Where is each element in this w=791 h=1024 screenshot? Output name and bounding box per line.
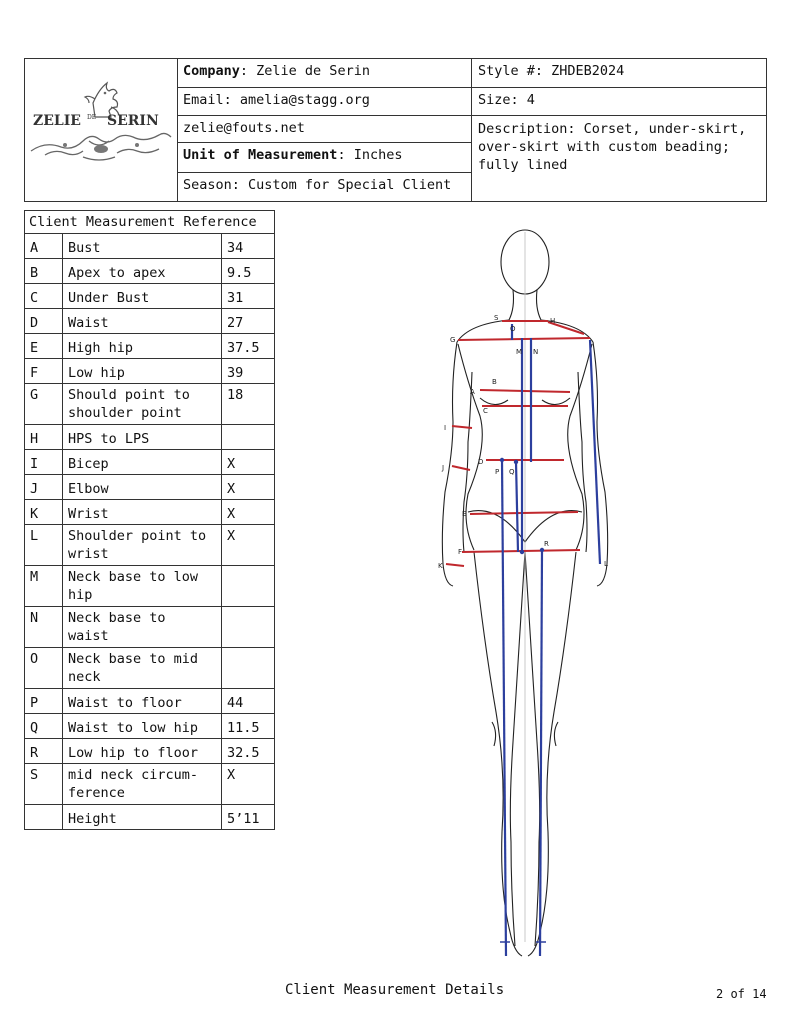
table-row: [25, 259, 275, 284]
description-line: Description: Corset, under-skirt,: [478, 121, 747, 137]
measurement-key: P: [25, 689, 63, 714]
measurement-key: O: [25, 648, 63, 689]
measurement-name: [63, 607, 222, 648]
measurement-value: 31: [222, 284, 275, 309]
measurement-name-line: waist: [68, 628, 109, 644]
table-row: [25, 500, 275, 525]
measurement-name: [63, 525, 222, 566]
measurement-key: B: [25, 259, 63, 284]
measurement-key: J: [25, 475, 63, 500]
measurement-value: 34: [222, 234, 275, 259]
footer-title: Client Measurement Details: [285, 982, 505, 998]
size-cell: Size: 4: [478, 92, 535, 108]
header-divider: [471, 59, 472, 201]
company-cell: [178, 59, 472, 87]
figure-label: D: [478, 458, 484, 466]
figure-label: A: [470, 388, 475, 396]
measurement-key: R: [25, 739, 63, 764]
croquis-figure: [430, 222, 620, 962]
measurement-value: [222, 648, 275, 689]
measurement-value: [222, 607, 275, 648]
table-row: [25, 566, 275, 607]
measurement-key: M: [25, 566, 63, 607]
header-divider: [177, 115, 766, 116]
measurement-name: [63, 309, 222, 334]
table-row: [25, 234, 275, 259]
measurement-value: 18: [222, 384, 275, 425]
measurement-name-line: wrist: [68, 546, 109, 562]
unit-value: : Inches: [337, 147, 403, 163]
measurement-name: [63, 500, 222, 525]
table-row: [25, 648, 275, 689]
measurement-name-line: ference: [68, 785, 125, 801]
measurement-value: [222, 425, 275, 450]
measurement-key: L: [25, 525, 63, 566]
measurement-key: Q: [25, 714, 63, 739]
figure-label: N: [533, 348, 539, 356]
measurement-value: 44: [222, 689, 275, 714]
table-row: [25, 764, 275, 805]
measurement-key: A: [25, 234, 63, 259]
table-row: [25, 450, 275, 475]
figure-label: I: [444, 424, 447, 432]
measurement-key: N: [25, 607, 63, 648]
measurement-name-line: Waist: [68, 315, 109, 331]
measurement-name-line: Waist to low hip: [68, 720, 199, 736]
measurement-name-line: Shoulder point to: [68, 528, 207, 544]
table-row: [25, 607, 275, 648]
measurement-name: [63, 739, 222, 764]
measurement-value: X: [222, 450, 275, 475]
email-cell: Email: amelia@stagg.org: [183, 92, 370, 108]
measurement-value: 5’11: [222, 805, 275, 830]
measurement-name-line: Neck base to low: [68, 569, 199, 585]
measure-line-a: [480, 390, 570, 392]
measurement-value: X: [222, 764, 275, 805]
header-divider: [177, 172, 471, 173]
measurement-name-line: Low hip: [68, 365, 125, 381]
table-row: [25, 384, 275, 425]
unit-cell: [178, 143, 472, 171]
measurement-key: H: [25, 425, 63, 450]
measurement-key: C: [25, 284, 63, 309]
table-row: [25, 425, 275, 450]
table-row: [25, 525, 275, 566]
figure-label: H: [550, 317, 556, 325]
measure-line-k: [446, 564, 464, 566]
measurement-name: [63, 648, 222, 689]
measurement-name-line: Low hip to floor: [68, 745, 199, 761]
header-divider: [177, 142, 471, 143]
description-cell: [473, 116, 767, 196]
figure-label: J: [442, 464, 445, 472]
svg-text:DE: DE: [87, 114, 97, 121]
measurement-name: [63, 259, 222, 284]
measurement-name: [63, 566, 222, 607]
unit-label: Unit of Measurement: [183, 147, 338, 163]
measurement-name-line: Wrist: [68, 506, 109, 522]
figure-label: R: [544, 540, 549, 548]
figure-label: B: [492, 378, 497, 386]
measurement-name-line: Neck base to mid: [68, 651, 199, 667]
header-divider: [177, 87, 766, 88]
logo-cell: [25, 59, 178, 201]
season-cell: Season: Custom for Special Client: [183, 177, 452, 193]
measurement-name-line: mid neck circum-: [68, 767, 199, 783]
measurement-name: [63, 234, 222, 259]
measurement-key: [25, 805, 63, 830]
measurement-name: [63, 805, 222, 830]
brand-logo: [25, 59, 177, 201]
measurement-name: [63, 425, 222, 450]
table-row: [25, 334, 275, 359]
email2-cell: zelie@fouts.net: [183, 120, 305, 136]
measure-line-r: [540, 550, 542, 956]
measurement-table: [24, 210, 275, 830]
measurement-name-line: Waist to floor: [68, 695, 182, 711]
page-number: 2 of 14: [716, 987, 767, 1001]
table-body: [25, 234, 275, 830]
measurement-name-line: shoulder point: [68, 405, 182, 421]
measurement-value: 9.5: [222, 259, 275, 284]
table-row: [25, 805, 275, 830]
figure-label: O: [510, 325, 516, 333]
measurement-name-line: Bicep: [68, 456, 109, 472]
svg-text:ZELIE: ZELIE: [33, 113, 81, 129]
description-line: fully lined: [478, 157, 568, 173]
measurement-name-line: Elbow: [68, 481, 109, 497]
measurement-name: [63, 714, 222, 739]
table-row: [25, 309, 275, 334]
measurement-value: [222, 566, 275, 607]
table-row: [25, 739, 275, 764]
figure-label: Q: [509, 468, 515, 476]
measurement-name-line: Bust: [68, 240, 101, 256]
measurement-value: 27: [222, 309, 275, 334]
figure-label: P: [495, 468, 500, 476]
figure-label: L: [604, 560, 608, 568]
measurement-value: 11.5: [222, 714, 275, 739]
measurement-key: F: [25, 359, 63, 384]
measurement-name-line: hip: [68, 587, 93, 603]
company-value: : Zelie de Serin: [239, 63, 370, 79]
measurement-value: X: [222, 500, 275, 525]
measurement-value: X: [222, 475, 275, 500]
measurement-value: 37.5: [222, 334, 275, 359]
measurement-name: [63, 334, 222, 359]
description-line: over-skirt with custom beading;: [478, 139, 730, 155]
figure-label: E: [462, 510, 467, 518]
measurement-name: [63, 450, 222, 475]
figure-label: S: [494, 314, 499, 322]
measurement-name-line: neck: [68, 669, 101, 685]
figure-label: C: [483, 407, 488, 415]
measurement-name-line: Neck base to: [68, 610, 166, 626]
company-label: Company: [183, 63, 240, 79]
measurement-name: [63, 475, 222, 500]
header-table: [24, 58, 767, 202]
measurement-name: [63, 689, 222, 714]
measure-line-g: [458, 338, 590, 340]
measurement-value: 32.5: [222, 739, 275, 764]
measurement-key: K: [25, 500, 63, 525]
measurement-name-line: Should point to: [68, 387, 190, 403]
measurement-name-line: Height: [68, 811, 117, 827]
measurement-name: [63, 359, 222, 384]
measurement-key: I: [25, 450, 63, 475]
measurement-name: [63, 384, 222, 425]
measure-line-e: [470, 512, 578, 514]
table-row: [25, 284, 275, 309]
table-row: [25, 475, 275, 500]
measurement-key: G: [25, 384, 63, 425]
measurement-value: 39: [222, 359, 275, 384]
measurement-value: X: [222, 525, 275, 566]
measurement-key: E: [25, 334, 63, 359]
table-row: [25, 359, 275, 384]
measurement-name-line: Under Bust: [68, 290, 150, 306]
measurement-name-line: Apex to apex: [68, 265, 166, 281]
measurement-name: [63, 764, 222, 805]
measure-line-q: [516, 462, 518, 552]
table-title: Client Measurement Reference: [25, 211, 275, 234]
figure-label: G: [450, 336, 456, 344]
table-row: [25, 689, 275, 714]
measurement-key: D: [25, 309, 63, 334]
measurement-name: [63, 284, 222, 309]
svg-text:SERIN: SERIN: [107, 113, 159, 129]
figure-label: F: [458, 548, 463, 556]
measurement-name-line: HPS to LPS: [68, 431, 150, 447]
table-row: [25, 714, 275, 739]
style-cell: Style #: ZHDEB2024: [478, 63, 625, 79]
figure-label: M: [516, 348, 523, 356]
measurement-key: S: [25, 764, 63, 805]
figure-label: K: [438, 562, 443, 570]
measurement-name-line: High hip: [68, 340, 134, 356]
